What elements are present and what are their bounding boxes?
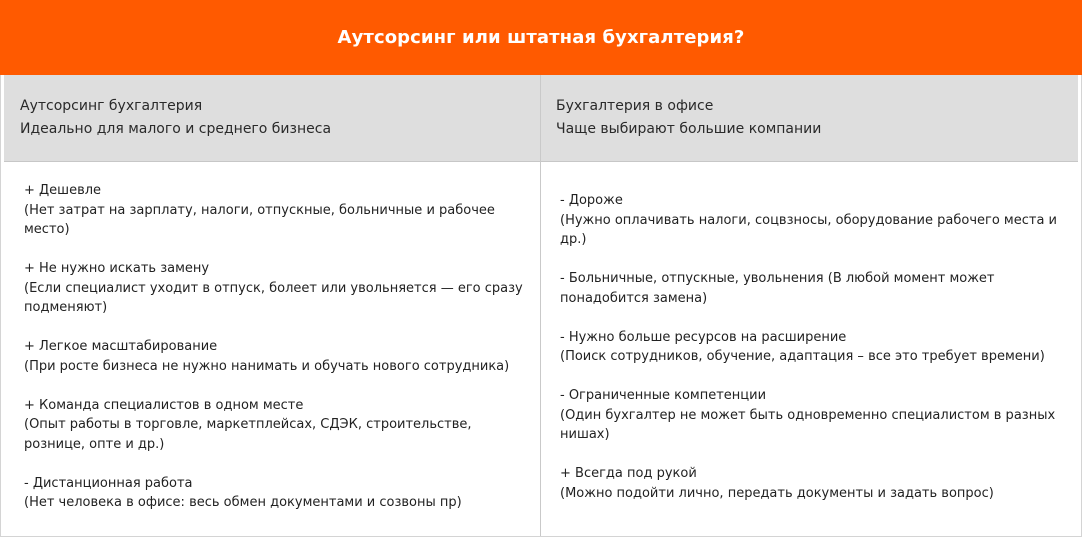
list-item [24,337,524,376]
right-column-body [560,191,1065,503]
left-column-header [20,95,331,141]
item-detail: (Можно подойти лично, передать документы и задать вопрос) [560,485,994,501]
item-head: - Дистанционная работа [24,475,193,491]
list-item [560,464,1065,503]
item-head: + Легкое масштабирование [24,339,218,354]
item-head: + Не нужно искать замену [24,261,210,276]
item-head: - Нужно больше ресурсов на расширение [560,329,847,345]
right-column-header [556,95,821,141]
list-item [24,396,524,455]
item-head: + Всегда под рукой [560,466,697,481]
item-detail: (Нет затрат на зарплату, налоги, отпускные, больничные и рабочее место) [24,202,495,237]
list-item [24,474,524,513]
list-item [560,386,1065,445]
column-divider [540,75,541,536]
left-subheading: Идеально для малого и среднего бизнеса [20,121,332,137]
item-detail: (Нужно оплачивать налоги, соцвзносы, оборудование рабочего места и др.) [560,212,1057,247]
item-head: + Команда специалистов в одном месте [24,397,304,413]
item-detail: (При росте бизнеса не нужно нанимать и обучать нового сотрудника) [24,358,510,374]
list-item [24,181,524,240]
item-detail: (Нет человека в офисе: весь обмен документами и созвоны пр) [24,495,462,510]
item-head: - Больничные, отпускные, увольнения (В любой момент может понадобится замена) [560,271,995,306]
table-title-text: Аутсорсинг или штатная бухгалтерия? [337,27,745,48]
left-heading: Аутсорсинг бухгалтерия [20,98,203,114]
right-subheading: Чаще выбирают большие компании [556,121,822,137]
item-head: + Дешевле [24,183,102,198]
right-heading: Бухгалтерия в офисе [556,98,714,114]
list-item [24,259,524,318]
item-head: - Дороже [560,193,623,208]
list-item [560,191,1065,250]
item-head: - Ограниченные компетенции [560,388,767,403]
item-detail: (Опыт работы в торговле, маркетплейсах, СДЭК, строительстве, рознице, опте и др.) [24,417,472,452]
item-detail: (Поиск сотрудников, обучение, адаптация – все это требует времени) [560,349,1045,364]
item-detail: (Один бухгалтер не может быть одновременно специалистом в разных нишах) [560,407,1056,442]
left-column-body [24,181,524,513]
list-item [560,328,1065,367]
table-title [0,0,1082,75]
list-item [560,269,1065,308]
item-detail: (Если специалист уходит в отпуск, болеет или увольняется — его сразу подменяют) [24,280,523,315]
